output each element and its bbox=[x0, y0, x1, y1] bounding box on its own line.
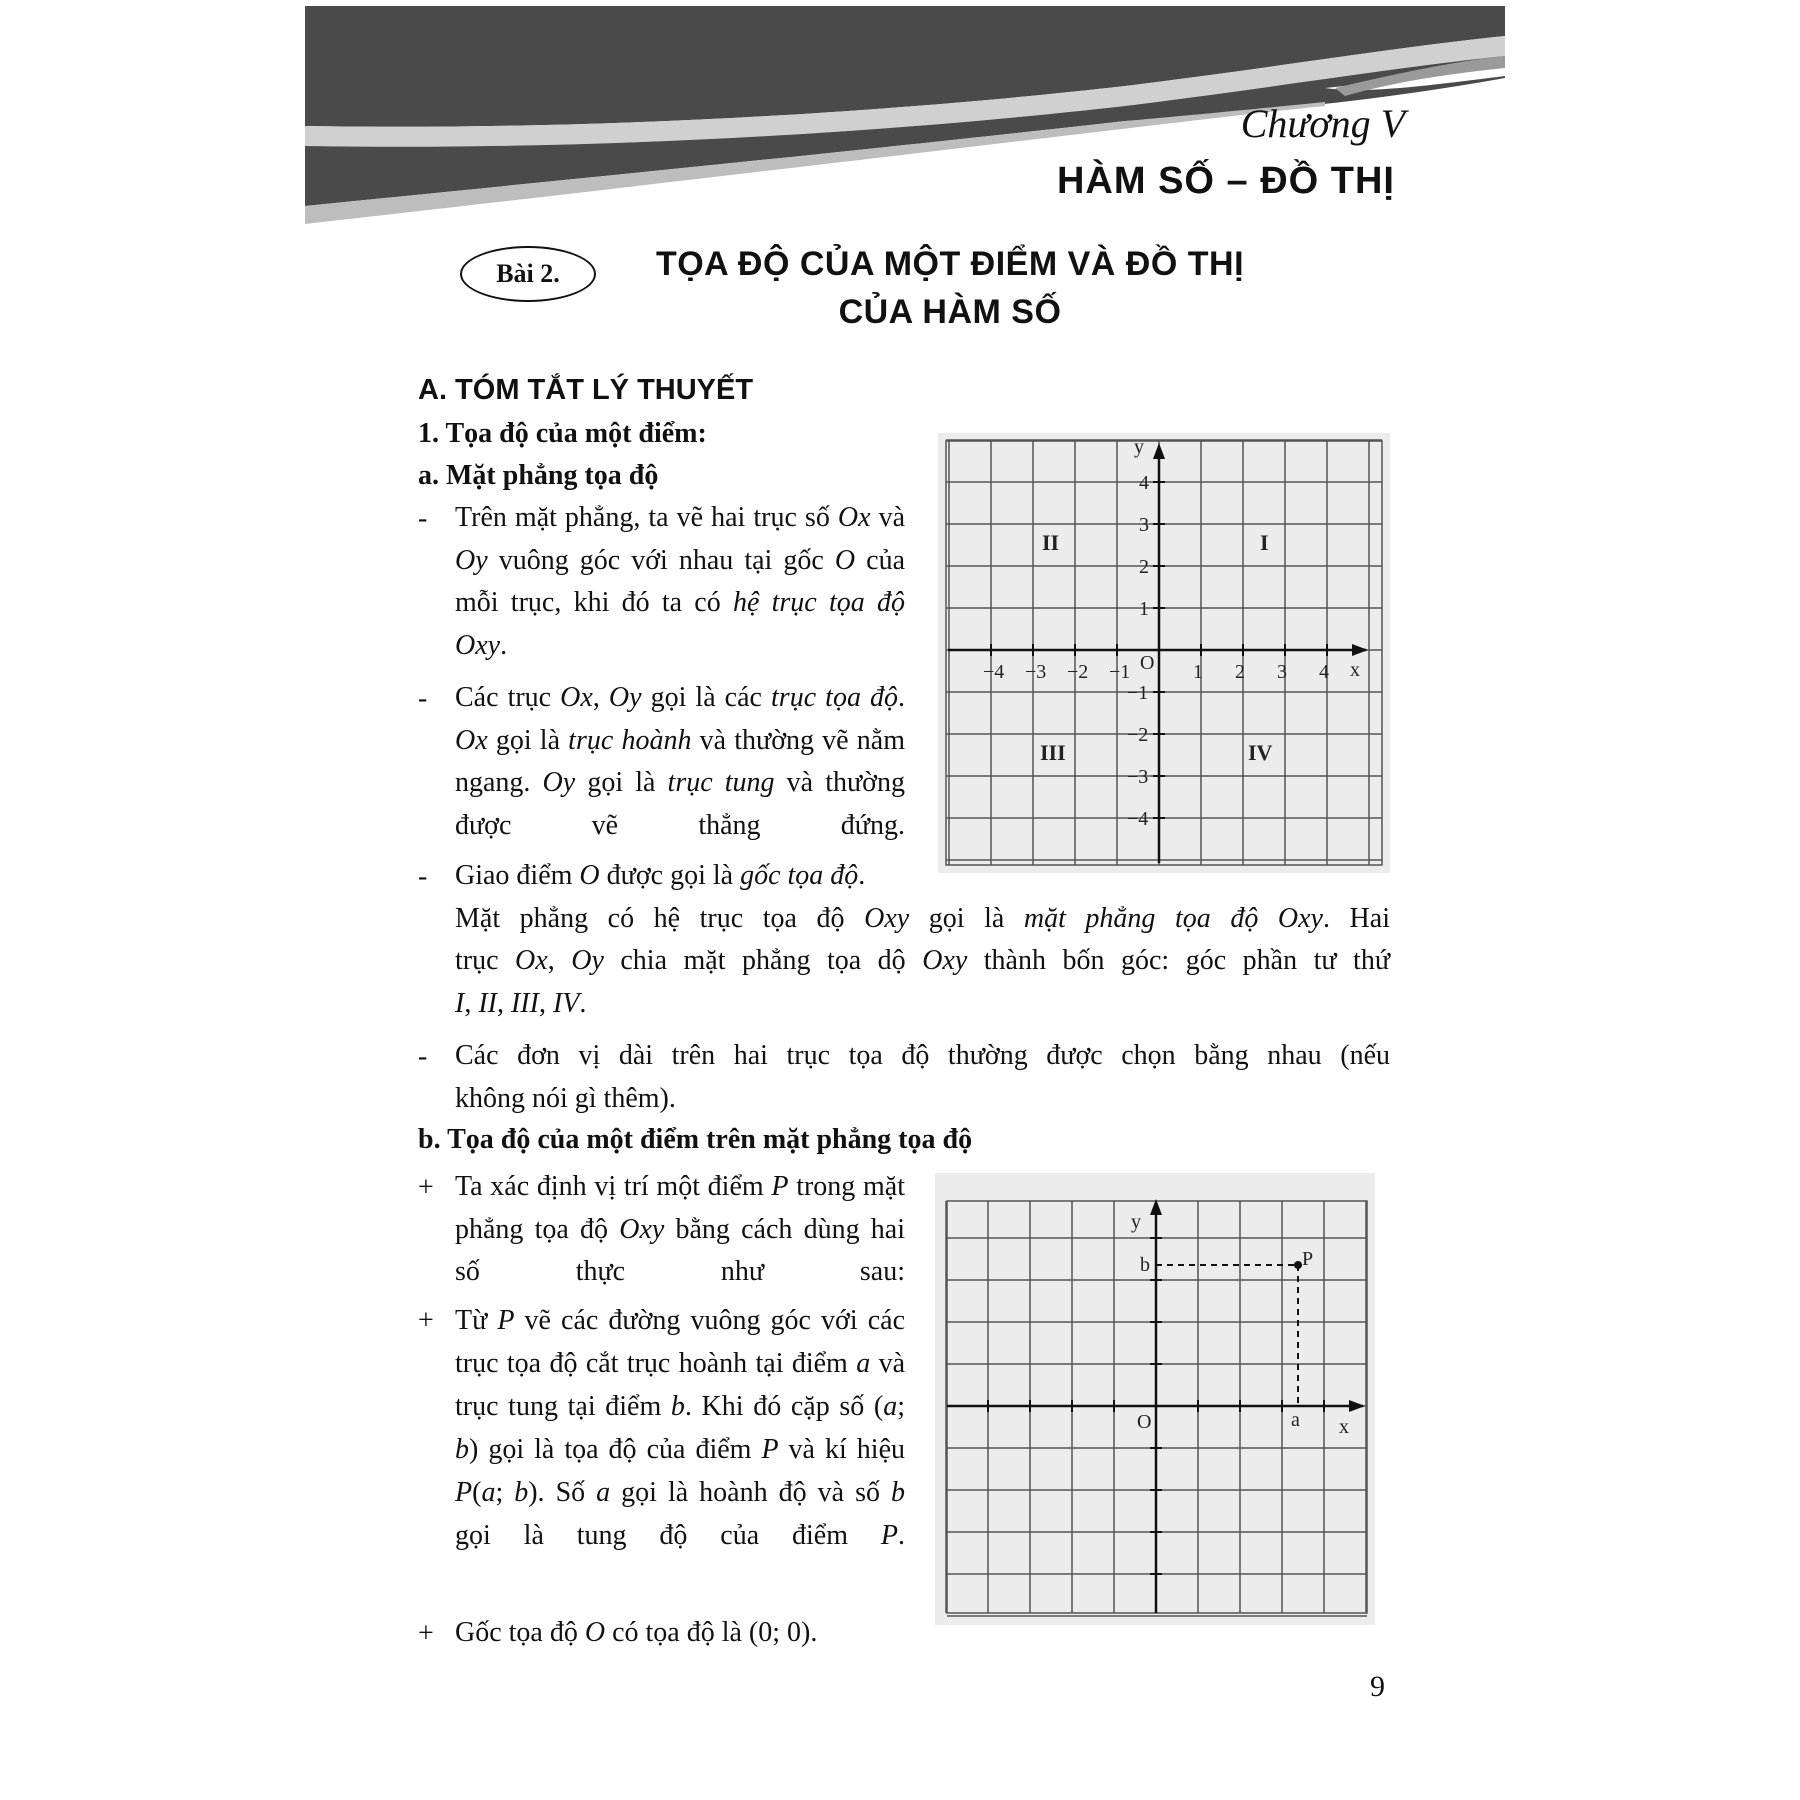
section-a-heading: A. TÓM TẮT LÝ THUYẾT bbox=[418, 374, 754, 406]
y-tick-label: 1 bbox=[1139, 598, 1149, 620]
bullet-dash: - bbox=[418, 861, 428, 892]
paragraph-unit-length: Các đơn vị dài trên hai trục tọa độ thường được chọn bằng nhau (nếu không nói gì thêm). bbox=[455, 1040, 1390, 1114]
point-p-svg bbox=[935, 1173, 1375, 1625]
point-p-label: P bbox=[1302, 1248, 1314, 1270]
bullet-plus: + bbox=[418, 1305, 434, 1336]
y-tick-label: −2 bbox=[1127, 724, 1149, 746]
coordinate-plane-svg bbox=[938, 433, 1390, 873]
x-tick-label: −3 bbox=[1025, 661, 1047, 683]
y-tick-label: 4 bbox=[1139, 472, 1149, 494]
figure-point-p bbox=[935, 1173, 1375, 1629]
point-p-marker bbox=[1294, 1261, 1302, 1269]
subsection-1-heading: 1. Tọa độ của một điểm: bbox=[418, 418, 707, 449]
origin-label: O bbox=[1137, 1411, 1152, 1433]
y-axis-label: y bbox=[1131, 1211, 1141, 1233]
x-tick-label: −1 bbox=[1109, 661, 1131, 683]
x-axis-label: x bbox=[1339, 1416, 1349, 1438]
chapter-label: Chương V bbox=[1240, 101, 1405, 146]
x-tick-label: 4 bbox=[1319, 661, 1329, 683]
chapter-title: HÀM SỐ – ĐỒ THỊ bbox=[1056, 160, 1395, 202]
paragraph-axes: Trên mặt phẳng, ta vẽ hai trục số Ox và Oy vuông góc với nhau tại gốc O của mỗi trục, khi đó ta có hệ trục tọa độ Oxy. bbox=[455, 502, 905, 661]
lesson-title bbox=[630, 240, 1270, 336]
subsection-b-heading: b. Tọa độ của một điểm trên mặt phẳng tọa độ bbox=[418, 1124, 973, 1155]
paragraph-origin-coordinates: Gốc tọa độ O có tọa độ là (0; 0). bbox=[455, 1617, 818, 1648]
x-axis-label: x bbox=[1350, 659, 1360, 681]
bullet-plus: + bbox=[418, 1618, 434, 1649]
figure-coordinate-plane bbox=[938, 433, 1390, 877]
y-tick-label: 2 bbox=[1139, 556, 1149, 578]
quadrant-i-label: I bbox=[1260, 530, 1269, 555]
y-tick-label: −1 bbox=[1127, 682, 1149, 704]
y-tick-label: 3 bbox=[1139, 514, 1149, 536]
page-number: 9 bbox=[1370, 1670, 1385, 1703]
bullet-plus: + bbox=[418, 1172, 434, 1203]
x-tick-label: −4 bbox=[983, 661, 1005, 683]
x-tick-label: −2 bbox=[1067, 661, 1089, 683]
paragraph-origin: Giao điểm O được gọi là gốc tọa độ. Mặt phẳng có hệ trục tọa độ Oxy gọi là mặt phẳng tọa độ Oxy. Hai trục Ox, Oy chia mặt phẳng tọa dộ Oxy thành bốn góc: góc phần tư thứ I, II, III, IV. bbox=[455, 860, 1391, 1019]
bullet-dash: - bbox=[418, 1041, 428, 1072]
lesson-title-line1: TỌA ĐỘ CỦA MỘT ĐIỂM VÀ ĐỒ THỊ bbox=[655, 245, 1245, 283]
paragraph-locate-point: Ta xác định vị trí một điểm P trong mặt phẳng tọa độ Oxy bằng cách dùng hai số thực như sau: bbox=[455, 1171, 906, 1287]
bullet-dash: - bbox=[418, 503, 428, 534]
lesson-title-line2: CỦA HÀM SỐ bbox=[838, 293, 1062, 331]
x-tick-label: 3 bbox=[1277, 661, 1287, 683]
y-tick-label: −4 bbox=[1127, 808, 1149, 830]
paragraph-coordinates: Từ P vẽ các đường vuông góc với các trục tọa độ cắt trục hoành tại điểm a và trục tung tại điểm b. Khi đó cặp số (a; b) gọi là tọa độ của điểm P và kí hiệu P(a; b). Số a gọi là hoành độ và số b gọi là tung độ của điểm P. bbox=[455, 1305, 905, 1551]
point-b-label: b bbox=[1140, 1254, 1150, 1276]
point-a-label: a bbox=[1291, 1409, 1300, 1431]
lesson-badge: Bài 2. bbox=[460, 246, 596, 302]
paragraph-axis-names: Các trục Ox, Oy gọi là các trục tọa độ. Ox gọi là trục hoành và thường vẽ nằm ngang. Oy gọi là trục tung và thường được vẽ thẳng đứng. bbox=[455, 682, 906, 841]
y-tick-label: −3 bbox=[1127, 766, 1149, 788]
quadrant-iv-label: IV bbox=[1248, 740, 1273, 765]
origin-label: O bbox=[1140, 652, 1155, 674]
x-tick-label: 2 bbox=[1235, 661, 1245, 683]
bullet-dash: - bbox=[418, 683, 428, 714]
quadrant-ii-label: II bbox=[1042, 530, 1060, 555]
x-tick-label: 1 bbox=[1193, 661, 1203, 683]
quadrant-iii-label: III bbox=[1040, 740, 1066, 765]
y-axis-label: y bbox=[1134, 436, 1144, 458]
subsection-a-heading: a. Mặt phẳng tọa độ bbox=[418, 460, 659, 491]
